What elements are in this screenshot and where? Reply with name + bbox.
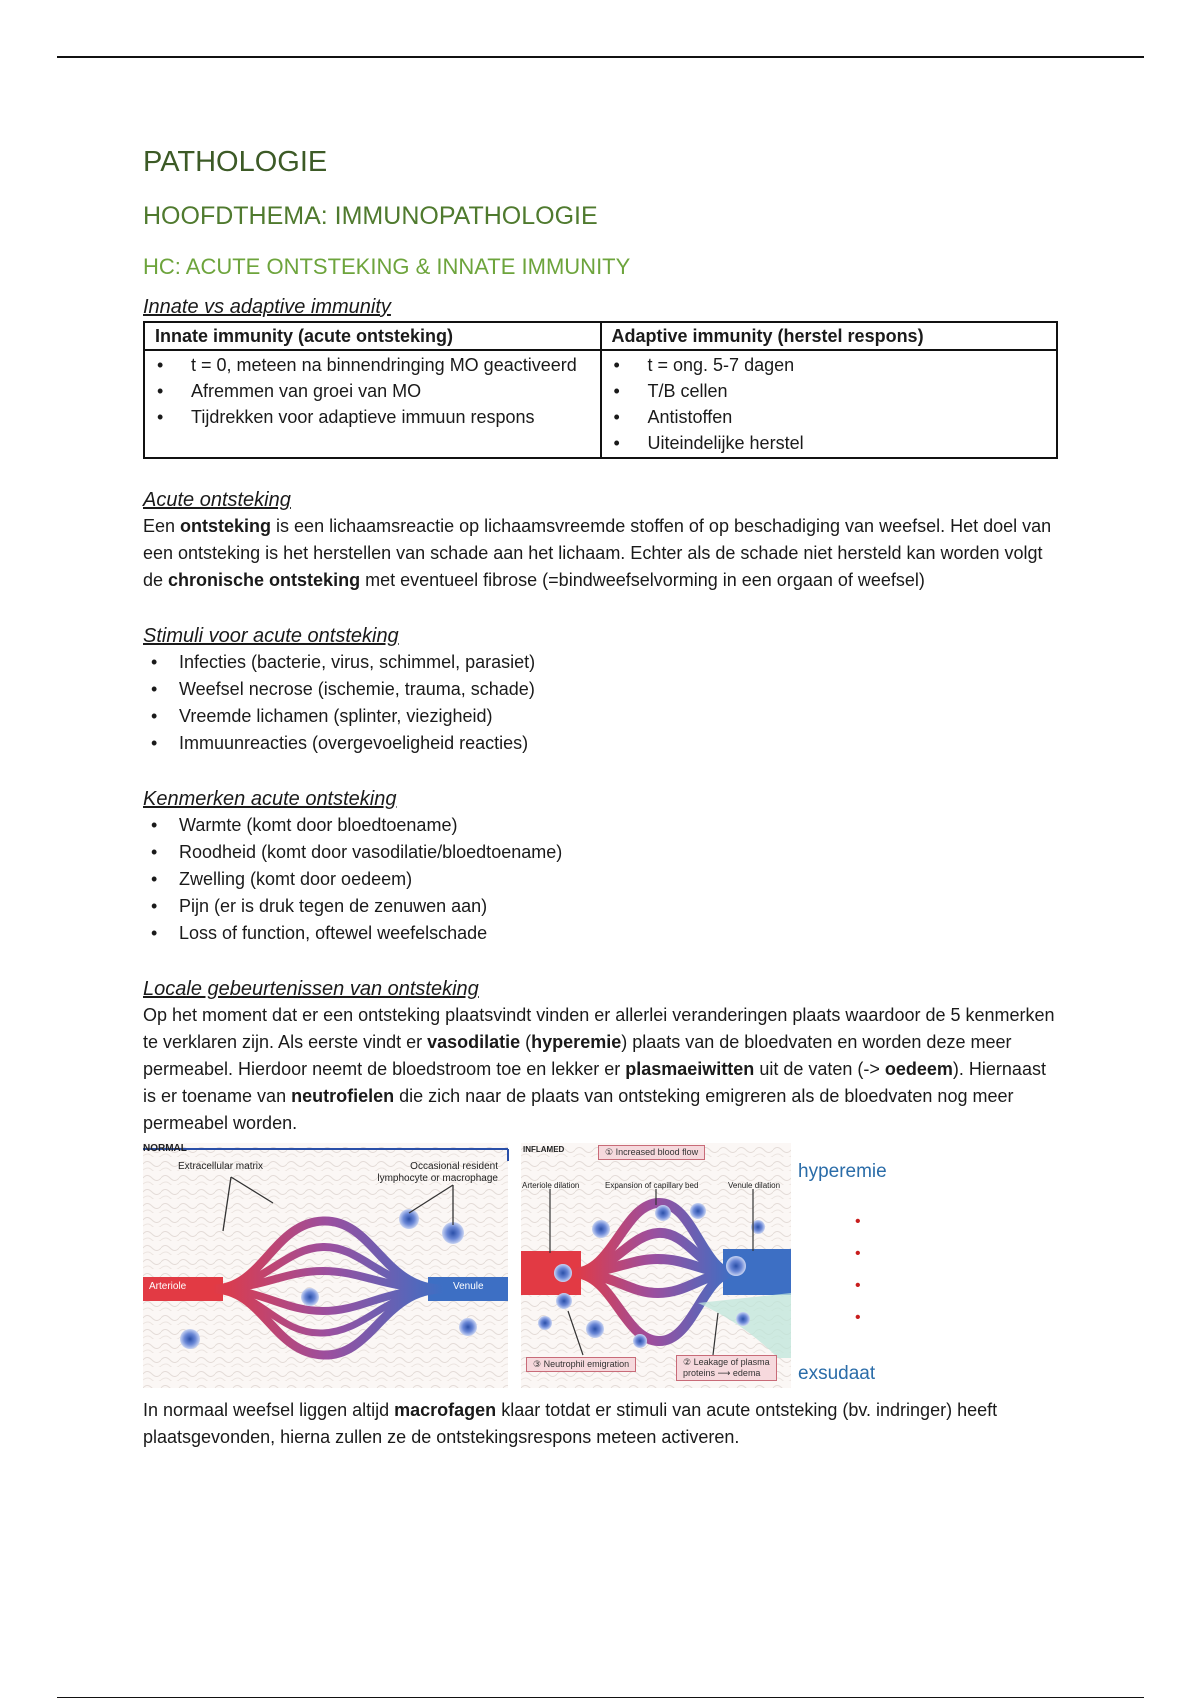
venule-dilation-label: Venule dilation (728, 1181, 781, 1190)
adaptive-item: • t = ong. 5-7 dagen (608, 352, 1051, 378)
bold-term: chronische ontsteking (168, 570, 361, 590)
text-run: met eventueel fibrose (=bindweefselvorming in een orgaan of weefsel) (360, 570, 925, 590)
bold-term: plasmaeiwitten (625, 1059, 755, 1079)
neutrophil (655, 1205, 671, 1221)
neutrophil (538, 1316, 552, 1330)
kenmerken-section-title: Kenmerken acute ontsteking (143, 788, 397, 810)
exsudaat-label: exsudaat (798, 1363, 876, 1384)
bold-term: macrofagen (394, 1400, 497, 1420)
vascular-illustration (143, 1143, 1063, 1393)
bold-term: neutrofielen (291, 1086, 395, 1106)
comparison-table (143, 321, 1058, 459)
neutrophil (556, 1293, 572, 1309)
locale-paragraph (143, 1002, 1063, 1137)
blood-cell (301, 1288, 319, 1306)
list-item: • Loss of function, oftewel weefelschade (143, 920, 1063, 947)
resident-cell (442, 1222, 464, 1244)
top-rule (57, 56, 1144, 58)
document-title: PATHOLOGIE (143, 146, 328, 178)
text-run: klaar totdat er stimuli van acute ontsteking (bv. indringer) heeft plaatsgevonden, hierna zullen ze de ontstekingsrespons meteen activeren. (143, 1400, 998, 1447)
bold-term: hyperemie (531, 1032, 622, 1052)
text-run: Een (143, 516, 181, 536)
neutrophil (554, 1264, 572, 1282)
neutrophil-emigration-tag: ③ Neutrophil emigration (526, 1357, 636, 1372)
bold-term: oedeem (884, 1059, 953, 1079)
stimuli-list (143, 649, 1063, 757)
list-item: • Immuunreacties (overgevoeligheid reacties) (143, 730, 1063, 757)
bullet-dot: • (855, 1213, 861, 1230)
text-run: In normaal weefsel liggen altijd (143, 1400, 395, 1420)
bullet-dot: • (855, 1245, 861, 1262)
adaptive-cell (601, 350, 1058, 458)
main-theme-heading: HOOFDTHEMA: IMMUNOPATHOLOGIE (143, 202, 598, 230)
text-run: ). Hiernaast is er toename van (143, 1059, 1046, 1106)
text-run: ( (520, 1032, 532, 1052)
innate-cell (144, 350, 601, 458)
lecture-heading: HC: ACUTE ONTSTEKING & INNATE IMMUNITY (143, 254, 631, 279)
stimuli-section-title: Stimuli voor acute ontsteking (143, 625, 399, 647)
neutrophil (633, 1334, 647, 1348)
neutrophil (690, 1203, 706, 1219)
arteriole-label: Arteriole (149, 1281, 187, 1292)
kenmerken-list (143, 812, 1063, 947)
bottom-rule (57, 1697, 1144, 1698)
tissue-cell (459, 1318, 477, 1336)
text-run: is een lichaamsreactie op lichaamsvreemde stoffen of op beschadiging van weefsel. Het doel van een ontsteking is het herstellen van schade aan het lichaam. Echter als de schade niet hersteld kan worden volgt de (143, 516, 1052, 590)
list-item: • Weefsel necrose (ischemie, trauma, schade) (143, 676, 1063, 703)
adaptive-item: • Antistoffen (608, 404, 1051, 430)
resident-cell (399, 1209, 419, 1229)
acute-paragraph (143, 513, 1063, 594)
text-run: Op het moment dat er een ontsteking plaatsvindt vinden er allerlei veranderingen plaats waardoor de 5 kenmerken te verklaren zijn. Als eerste vindt er (143, 1005, 1055, 1052)
comparison-title: Innate vs adaptive immunity (143, 296, 391, 318)
plasma-leakage-line1: ② Leakage of plasma (683, 1357, 770, 1367)
text-run: ) plaats van de bloedvaten en worden deze meer permeabel. Hierdoor neemt de bloedstroom toe en lekker er (143, 1032, 1012, 1079)
ecm-label: Extracellular matrix (178, 1161, 264, 1172)
plasma-leakage-line2: proteins ⟶ edema (683, 1368, 761, 1378)
adaptive-item: • T/B cellen (608, 378, 1051, 404)
adaptive-column-header: Adaptive immunity (herstel respons) (601, 322, 1058, 350)
bold-term: ontsteking (180, 516, 272, 536)
venule-label: Venule (453, 1281, 484, 1292)
list-item: • Zwelling (komt door oedeem) (143, 866, 1063, 893)
resident-label-line2: lymphocyte or macrophage (377, 1173, 498, 1184)
innate-item: • t = 0, meteen na binnendringing MO geactiveerd (151, 352, 594, 378)
tissue-cell (180, 1329, 200, 1349)
adaptive-item: • Uiteindelijke herstel (608, 430, 1051, 456)
innate-column-header: Innate immunity (acute ontsteking) (144, 322, 601, 350)
increased-flow-tag: ① Increased blood flow (598, 1145, 705, 1160)
inflamed-panel-label: INFLAMED (523, 1145, 565, 1154)
locale-section-title: Locale gebeurtenissen van ontsteking (143, 978, 479, 1000)
normal-panel-label: NORMAL (143, 1143, 187, 1154)
bold-term: vasodilatie (427, 1032, 521, 1052)
list-item: • Roodheid (komt door vasodilatie/bloedtoename) (143, 839, 1063, 866)
list-item: • Infecties (bacterie, virus, schimmel, parasiet) (143, 649, 1063, 676)
neutrophil (736, 1312, 750, 1326)
inflamed-panel (521, 1143, 791, 1388)
innate-item: • Afremmen van groei van MO (151, 378, 594, 404)
hyperemie-label: hyperemie (798, 1161, 887, 1182)
list-item: • Pijn (er is druk tegen de zenuwen aan) (143, 893, 1063, 920)
list-item: • Warmte (komt door bloedtoename) (143, 812, 1063, 839)
acute-section-title: Acute ontsteking (143, 489, 291, 511)
neutrophil (592, 1220, 610, 1238)
list-item: • Vreemde lichamen (splinter, viezigheid) (143, 703, 1063, 730)
plasma-leakage-tag (676, 1355, 777, 1381)
text-run: die zich naar de plaats van ontsteking emigreren als de bloedvaten nog meer permeabel worden. (143, 1086, 1014, 1133)
neutrophil (726, 1256, 746, 1276)
neutrophil (586, 1320, 604, 1338)
vascular-figure (143, 1143, 1063, 1393)
text-run: uit de vaten (-> (754, 1059, 885, 1079)
capillary-expansion-label: Expansion of capillary bed (605, 1181, 699, 1190)
closing-paragraph (143, 1397, 1063, 1451)
arteriole-dilation-label: Arteriole dilation (522, 1181, 580, 1190)
innate-item: • Tijdrekken voor adaptieve immuun respons (151, 404, 594, 430)
bullet-dot: • (855, 1309, 861, 1326)
document-page (143, 140, 1063, 1451)
resident-label-line1: Occasional resident (410, 1161, 498, 1172)
bullet-dot: • (855, 1277, 861, 1294)
